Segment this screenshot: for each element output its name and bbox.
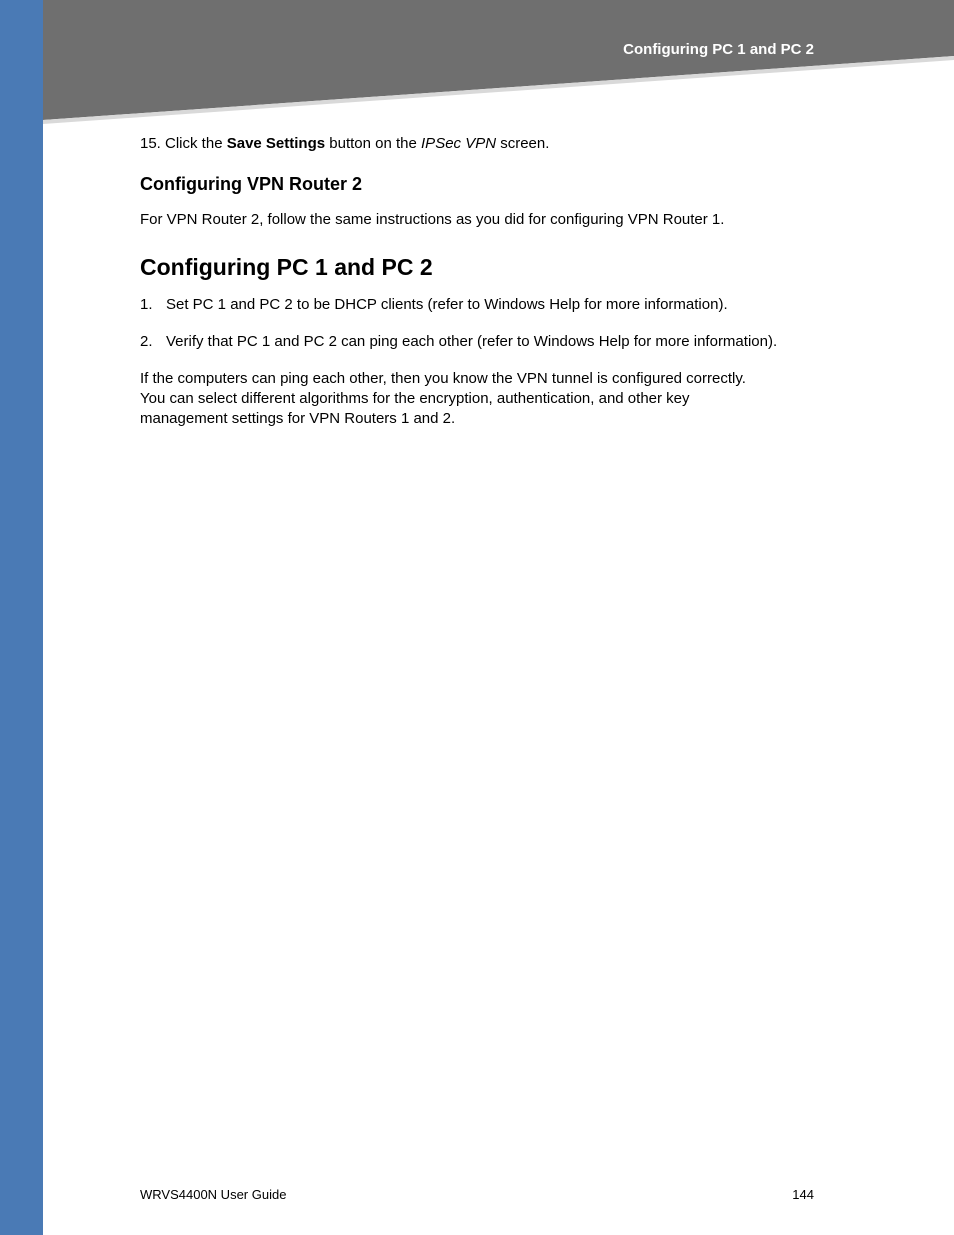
router2-heading: Configuring VPN Router 2: [140, 174, 362, 194]
closing-line: If the computers can ping each other, then you know the VPN tunnel is configured correctly.: [140, 370, 746, 387]
list-item-number: 2.: [140, 333, 153, 350]
step-15-prefix: 15. Click the: [140, 135, 227, 152]
step-15-middle: button on the: [325, 135, 422, 152]
header-band-shape: [43, 0, 954, 125]
closing-line: management settings for VPN Routers 1 and 2.: [140, 410, 456, 427]
footer-page-number: 144: [792, 1187, 814, 1202]
footer-guide-name: WRVS4400N User Guide: [140, 1187, 287, 1202]
document-body: [140, 134, 830, 429]
closing-paragraph: [140, 369, 830, 429]
side-color-bar: [0, 0, 43, 1235]
list-item-text: Verify that PC 1 and PC 2 can ping each other (refer to Windows Help for more information).: [166, 333, 778, 350]
main-heading: Configuring PC 1 and PC 2: [140, 254, 433, 280]
running-header-title: Configuring PC 1 and PC 2: [623, 41, 814, 58]
list-item: [140, 295, 830, 315]
step-15: [140, 134, 830, 154]
save-settings-reference: Save Settings: [226, 135, 326, 152]
router2-paragraph: For VPN Router 2, follow the same instructions as you did for configuring VPN Router 1.: [140, 211, 725, 228]
ipsec-vpn-reference: IPSec VPN: [421, 135, 497, 152]
list-item-text: Set PC 1 and PC 2 to be DHCP clients (refer to Windows Help for more information).: [166, 296, 728, 313]
list-item: [140, 332, 830, 352]
step-15-suffix: screen.: [496, 135, 550, 152]
instruction-list: [140, 295, 830, 352]
list-item-number: 1.: [140, 296, 153, 313]
header-band: [43, 0, 954, 125]
closing-line: You can select different algorithms for the encryption, authentication, and other key: [140, 390, 690, 407]
